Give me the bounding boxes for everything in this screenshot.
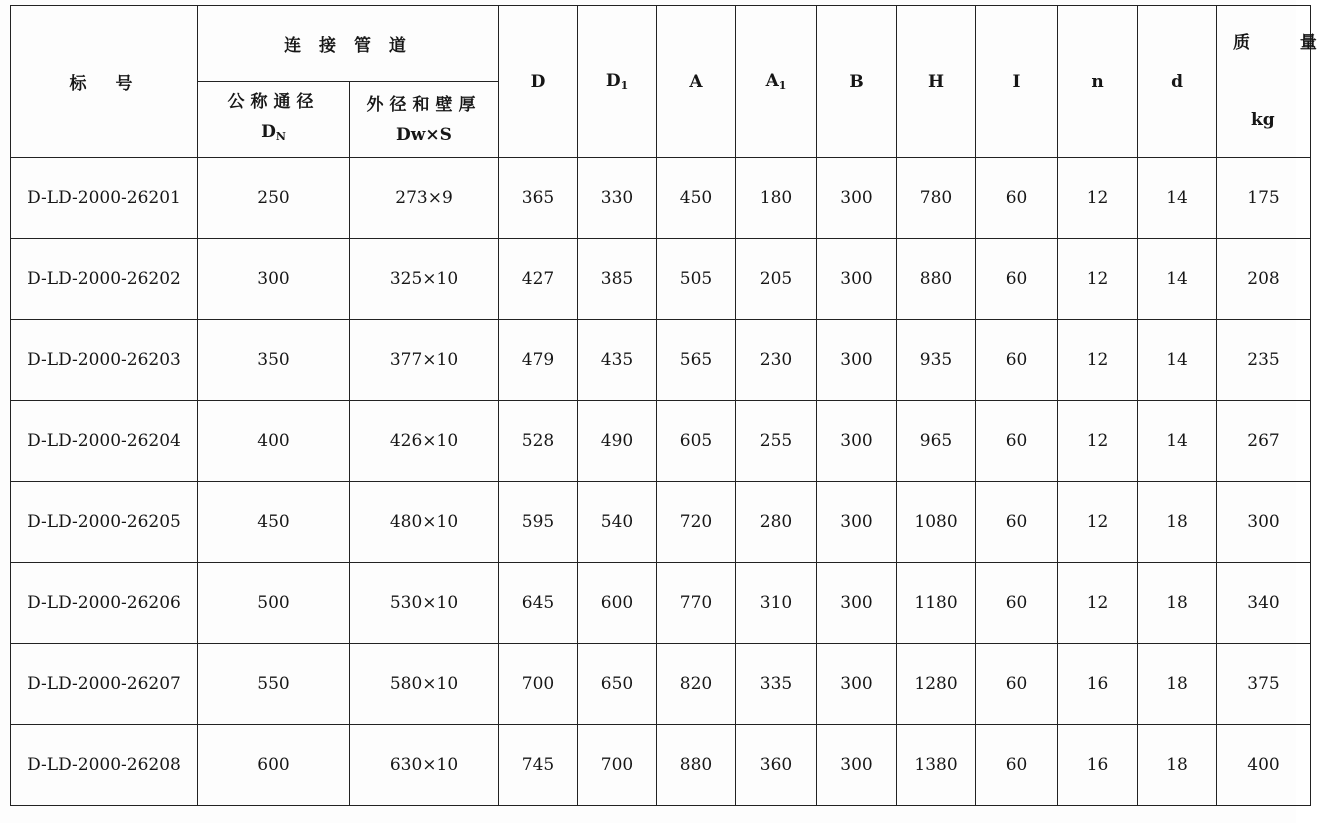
cell-n: 16 bbox=[1058, 725, 1138, 806]
cell-I: 60 bbox=[976, 158, 1058, 239]
cell-D1: 490 bbox=[578, 401, 657, 482]
cell-n: 16 bbox=[1058, 644, 1138, 725]
cell-H: 1380 bbox=[897, 725, 976, 806]
cell-d: 18 bbox=[1138, 725, 1217, 806]
table-row bbox=[11, 320, 1311, 401]
cell-mass: 300 bbox=[1217, 482, 1311, 563]
cell-B: 300 bbox=[817, 725, 897, 806]
table-body bbox=[11, 158, 1311, 806]
table-row bbox=[11, 644, 1311, 725]
cell-mass: 375 bbox=[1217, 644, 1311, 725]
cell-H: 1180 bbox=[897, 563, 976, 644]
header-nominal-diameter: 公称通径 $D_N$ bbox=[198, 82, 350, 158]
cell-D1: 385 bbox=[578, 239, 657, 320]
cell-B: 300 bbox=[817, 239, 897, 320]
header-row-top bbox=[11, 6, 1311, 82]
cell-nominal-diameter: 550 bbox=[198, 644, 350, 725]
cell-B: 300 bbox=[817, 320, 897, 401]
cell-A1: 360 bbox=[736, 725, 817, 806]
cell-nominal-diameter: 400 bbox=[198, 401, 350, 482]
cell-mark: D-LD-2000-26205 bbox=[11, 482, 198, 563]
cell-D: 700 bbox=[499, 644, 578, 725]
cell-H: 880 bbox=[897, 239, 976, 320]
cell-D1: 540 bbox=[578, 482, 657, 563]
cell-mark: D-LD-2000-26208 bbox=[11, 725, 198, 806]
cell-D: 427 bbox=[499, 239, 578, 320]
cell-od-wall: 530×10 bbox=[350, 563, 499, 644]
cell-D: 745 bbox=[499, 725, 578, 806]
cell-mark: D-LD-2000-26203 bbox=[11, 320, 198, 401]
cell-B: 300 bbox=[817, 482, 897, 563]
header-n: n bbox=[1058, 6, 1138, 158]
cell-D: 479 bbox=[499, 320, 578, 401]
table-row bbox=[11, 725, 1311, 806]
cell-H: 935 bbox=[897, 320, 976, 401]
header-connect-pipe: 连 接 管 道 bbox=[198, 6, 499, 82]
cell-n: 12 bbox=[1058, 239, 1138, 320]
cell-H: 965 bbox=[897, 401, 976, 482]
cell-mass: 208 bbox=[1217, 239, 1311, 320]
cell-A1: 180 bbox=[736, 158, 817, 239]
cell-d: 18 bbox=[1138, 482, 1217, 563]
cell-nominal-diameter: 350 bbox=[198, 320, 350, 401]
cell-d: 14 bbox=[1138, 320, 1217, 401]
cell-od-wall: 426×10 bbox=[350, 401, 499, 482]
cell-A1: 335 bbox=[736, 644, 817, 725]
cell-B: 300 bbox=[817, 401, 897, 482]
cell-I: 60 bbox=[976, 482, 1058, 563]
header-d: d bbox=[1138, 6, 1217, 158]
header-mass: 质 量 kg bbox=[1217, 6, 1311, 158]
table-header bbox=[11, 6, 1339, 158]
cell-d: 14 bbox=[1138, 239, 1217, 320]
cell-mass: 235 bbox=[1217, 320, 1311, 401]
cell-D1: 330 bbox=[578, 158, 657, 239]
cell-H: 1280 bbox=[897, 644, 976, 725]
cell-mass: 400 bbox=[1217, 725, 1311, 806]
cell-d: 18 bbox=[1138, 644, 1217, 725]
cell-A1: 205 bbox=[736, 239, 817, 320]
header-A: A bbox=[657, 6, 736, 158]
cell-B: 300 bbox=[817, 158, 897, 239]
table-row bbox=[11, 482, 1311, 563]
spec-table bbox=[10, 5, 1339, 806]
cell-od-wall: 480×10 bbox=[350, 482, 499, 563]
cell-D: 528 bbox=[499, 401, 578, 482]
header-B: B bbox=[817, 6, 897, 158]
header-D: D bbox=[499, 6, 578, 158]
cell-A: 450 bbox=[657, 158, 736, 239]
cell-D1: 435 bbox=[578, 320, 657, 401]
table-row bbox=[11, 239, 1311, 320]
cell-mass: 267 bbox=[1217, 401, 1311, 482]
cell-od-wall: 325×10 bbox=[350, 239, 499, 320]
table-row bbox=[11, 563, 1311, 644]
cell-nominal-diameter: 500 bbox=[198, 563, 350, 644]
cell-A1: 255 bbox=[736, 401, 817, 482]
cell-A: 605 bbox=[657, 401, 736, 482]
cell-d: 14 bbox=[1138, 401, 1217, 482]
table-row bbox=[11, 158, 1311, 239]
cell-nominal-diameter: 600 bbox=[198, 725, 350, 806]
header-od-wall: 外径和壁厚 Dw×S bbox=[350, 82, 499, 158]
cell-od-wall: 377×10 bbox=[350, 320, 499, 401]
cell-n: 12 bbox=[1058, 482, 1138, 563]
cell-D: 595 bbox=[499, 482, 578, 563]
cell-D1: 600 bbox=[578, 563, 657, 644]
cell-B: 300 bbox=[817, 563, 897, 644]
cell-A: 770 bbox=[657, 563, 736, 644]
cell-D: 645 bbox=[499, 563, 578, 644]
header-I: I bbox=[976, 6, 1058, 158]
cell-nominal-diameter: 250 bbox=[198, 158, 350, 239]
cell-A: 505 bbox=[657, 239, 736, 320]
header-mark: 标 号 bbox=[11, 6, 198, 158]
cell-I: 60 bbox=[976, 563, 1058, 644]
cell-H: 780 bbox=[897, 158, 976, 239]
header-A1: $A_1$ bbox=[736, 6, 817, 158]
cell-mark: D-LD-2000-26207 bbox=[11, 644, 198, 725]
cell-A: 720 bbox=[657, 482, 736, 563]
table-row bbox=[11, 401, 1311, 482]
cell-D: 365 bbox=[499, 158, 578, 239]
cell-nominal-diameter: 300 bbox=[198, 239, 350, 320]
cell-A: 565 bbox=[657, 320, 736, 401]
cell-I: 60 bbox=[976, 239, 1058, 320]
cell-A: 880 bbox=[657, 725, 736, 806]
cell-nominal-diameter: 450 bbox=[198, 482, 350, 563]
header-D1: $D_1$ bbox=[578, 6, 657, 158]
cell-n: 12 bbox=[1058, 401, 1138, 482]
cell-mass: 175 bbox=[1217, 158, 1311, 239]
cell-I: 60 bbox=[976, 320, 1058, 401]
cell-n: 12 bbox=[1058, 158, 1138, 239]
cell-d: 18 bbox=[1138, 563, 1217, 644]
cell-A1: 280 bbox=[736, 482, 817, 563]
header-H: H bbox=[897, 6, 976, 158]
cell-D1: 650 bbox=[578, 644, 657, 725]
cell-I: 60 bbox=[976, 644, 1058, 725]
cell-mark: D-LD-2000-26202 bbox=[11, 239, 198, 320]
cell-mass: 340 bbox=[1217, 563, 1311, 644]
cell-od-wall: 273×9 bbox=[350, 158, 499, 239]
cell-mark: D-LD-2000-26204 bbox=[11, 401, 198, 482]
cell-od-wall: 630×10 bbox=[350, 725, 499, 806]
cell-d: 14 bbox=[1138, 158, 1217, 239]
cell-H: 1080 bbox=[897, 482, 976, 563]
cell-I: 60 bbox=[976, 725, 1058, 806]
cell-n: 12 bbox=[1058, 320, 1138, 401]
cell-A1: 310 bbox=[736, 563, 817, 644]
cell-A: 820 bbox=[657, 644, 736, 725]
cell-B: 300 bbox=[817, 644, 897, 725]
cell-n: 12 bbox=[1058, 563, 1138, 644]
cell-A1: 230 bbox=[736, 320, 817, 401]
cell-D1: 700 bbox=[578, 725, 657, 806]
cell-od-wall: 580×10 bbox=[350, 644, 499, 725]
cell-mark: D-LD-2000-26206 bbox=[11, 563, 198, 644]
cell-I: 60 bbox=[976, 401, 1058, 482]
cell-mark: D-LD-2000-26201 bbox=[11, 158, 198, 239]
